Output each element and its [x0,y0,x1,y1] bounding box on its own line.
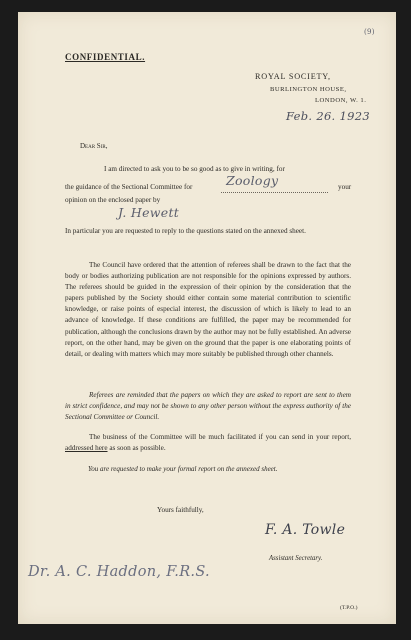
committee-blank-line [221,192,328,193]
intro-line-3: opinion on the enclosed paper by [65,196,161,204]
org-address-1: BURLINGTON HOUSE, [270,86,347,93]
org-name: ROYAL SOCIETY, [255,72,331,81]
business-text-b: as soon as possible. [109,444,166,453]
formal-report-note: You are requested to make your formal report on the annexed sheet. [88,465,278,473]
archive-page-mark: (9) [364,28,375,36]
signature-title: Assistant Secretary. [269,555,323,562]
confidence-note-text: Referees are reminded that the papers on which they are asked to report are sent to them in strict confidence, and may not be shown to any other person without the express authority of the Sectional Committee or Council. [65,391,351,422]
handwritten-committee: Zoology [226,173,279,188]
business-text-a: The business of the Committee will be much facilitated if you can send in your report, [89,433,351,441]
business-paragraph [65,432,351,454]
intro-line-2b: your [338,183,352,191]
handwritten-date: Feb. 26. 1923 [286,109,370,123]
closing: Yours faithfully, [157,506,204,514]
council-paragraph [65,260,351,360]
org-address-2: LONDON, W. 1. [315,97,367,104]
intro-line-4: In particular you are requested to reply to the questions stated on the annexed sheet. [65,227,306,235]
form-code: (T.P.O.) [340,605,358,611]
confidence-note [65,390,351,423]
intro-line-2a: the guidance of the Sectional Committee for [65,183,193,191]
handwritten-recipient: Dr. A. C. Haddon, F.R.S. [28,564,210,580]
handwritten-signature: F. A. Towle [265,522,346,538]
handwritten-author: J. Hewett [118,205,180,220]
council-paragraph-text: The Council have ordered that the attention of referees shall be drawn to the fact that the body or bodies authorizing publication are not responsible for the opinions expressed by authors. The referees should be guided in the expression of their opinion by the consideration that the papers published by the Society should either contain some material contribution to scientific knowledge, or raise points of especial interest, the discussion of which is likely to lead to an advance of knowledge. If these conditions are fulfilled, the paper may be recommended for publication, although the conclusions drawn by the author may not be fully established. An adverse report, on the other hand, may be given on the ground that the paper is one elaborating points of detail, or dealing with matters which may more suitably be published through other channels. [65,261,351,358]
salutation: Dear Sir, [80,142,108,150]
letter-page [18,12,396,624]
business-addressed-here: addressed here [65,444,108,453]
intro-line-1: I am directed to ask you to be so good as to give in writing, for [104,165,285,173]
confidential-heading: CONFIDENTIAL. [65,52,146,62]
